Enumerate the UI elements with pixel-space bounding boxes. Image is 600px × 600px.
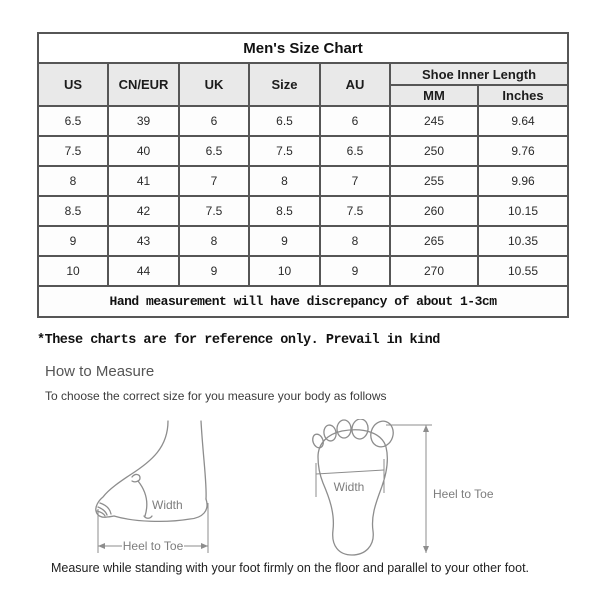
table-row <box>38 166 568 196</box>
size-cell: 9 <box>38 226 108 256</box>
size-cell: 6 <box>179 106 249 136</box>
size-cell: 265 <box>390 226 478 256</box>
size-cell: 8.5 <box>38 196 108 226</box>
side-heel-to-toe-label: Heel to Toe <box>122 539 184 553</box>
size-cell: 270 <box>390 256 478 286</box>
table-row <box>38 136 568 166</box>
size-cell: 40 <box>108 136 179 166</box>
foot-side-view-icon <box>88 419 278 559</box>
size-cell: 9.96 <box>478 166 568 196</box>
arrow-down-icon <box>423 546 429 553</box>
top-heel-to-toe-label: Heel to Toe <box>433 487 494 501</box>
col-header-mm: MM <box>390 85 478 106</box>
size-cell: 41 <box>108 166 179 196</box>
size-cell: 6.5 <box>38 106 108 136</box>
foot-top-view-icon <box>292 419 497 559</box>
size-cell: 7.5 <box>320 196 390 226</box>
top-width-label: Width <box>333 480 365 494</box>
how-to-measure-title: How to Measure <box>45 363 155 380</box>
how-to-measure-subtitle: To choose the correct size for you measure your body as follows <box>45 389 387 403</box>
col-header-au: AU <box>320 63 390 106</box>
size-cell: 10.55 <box>478 256 568 286</box>
size-cell: 9 <box>249 226 320 256</box>
size-cell: 6.5 <box>320 136 390 166</box>
chart-title: Men's Size Chart <box>38 33 568 63</box>
size-chart-table <box>37 32 569 318</box>
size-cell: 10 <box>249 256 320 286</box>
size-cell: 7 <box>179 166 249 196</box>
size-cell: 8 <box>179 226 249 256</box>
size-cell: 10.35 <box>478 226 568 256</box>
arrow-right-icon <box>201 543 208 549</box>
size-cell: 6.5 <box>179 136 249 166</box>
col-header-inner-length: Shoe Inner Length <box>390 63 568 85</box>
size-cell: 6 <box>320 106 390 136</box>
measurement-caption: Measure while standing with your foot firmly on the floor and parallel to your other foot. <box>50 561 530 575</box>
table-row <box>38 196 568 226</box>
size-cell: 260 <box>390 196 478 226</box>
col-header-us: US <box>38 63 108 106</box>
size-cell: 8 <box>249 166 320 196</box>
size-cell: 7 <box>320 166 390 196</box>
size-cell: 10.15 <box>478 196 568 226</box>
size-cell: 39 <box>108 106 179 136</box>
reference-only-note: *These charts are for reference only. Prevail in kind <box>37 333 440 348</box>
table-header-row <box>38 63 568 85</box>
size-cell: 7.5 <box>38 136 108 166</box>
size-cell: 6.5 <box>249 106 320 136</box>
size-cell: 7.5 <box>179 196 249 226</box>
measurement-discrepancy-note: Hand measurement will have discrepancy of about 1-3cm <box>38 286 568 317</box>
side-width-label: Width <box>152 498 183 512</box>
size-cell: 9.64 <box>478 106 568 136</box>
size-cell: 42 <box>108 196 179 226</box>
table-footnote-row <box>38 286 568 317</box>
table-row <box>38 256 568 286</box>
size-cell: 7.5 <box>249 136 320 166</box>
size-cell: 250 <box>390 136 478 166</box>
col-header-inches: Inches <box>478 85 568 106</box>
size-cell: 9 <box>320 256 390 286</box>
table-title-row <box>38 33 568 63</box>
col-header-size: Size <box>249 63 320 106</box>
size-cell: 255 <box>390 166 478 196</box>
measurement-diagrams <box>88 417 600 559</box>
arrow-left-icon <box>98 543 105 549</box>
size-cell: 8 <box>38 166 108 196</box>
size-cell: 44 <box>108 256 179 286</box>
size-cell: 8.5 <box>249 196 320 226</box>
col-header-cneur: CN/EUR <box>108 63 179 106</box>
arrow-up-icon <box>423 425 429 432</box>
size-cell: 245 <box>390 106 478 136</box>
table-row <box>38 226 568 256</box>
size-cell: 8 <box>320 226 390 256</box>
col-header-uk: UK <box>179 63 249 106</box>
size-cell: 43 <box>108 226 179 256</box>
size-cell: 9 <box>179 256 249 286</box>
size-cell: 10 <box>38 256 108 286</box>
table-row <box>38 106 568 136</box>
size-cell: 9.76 <box>478 136 568 166</box>
